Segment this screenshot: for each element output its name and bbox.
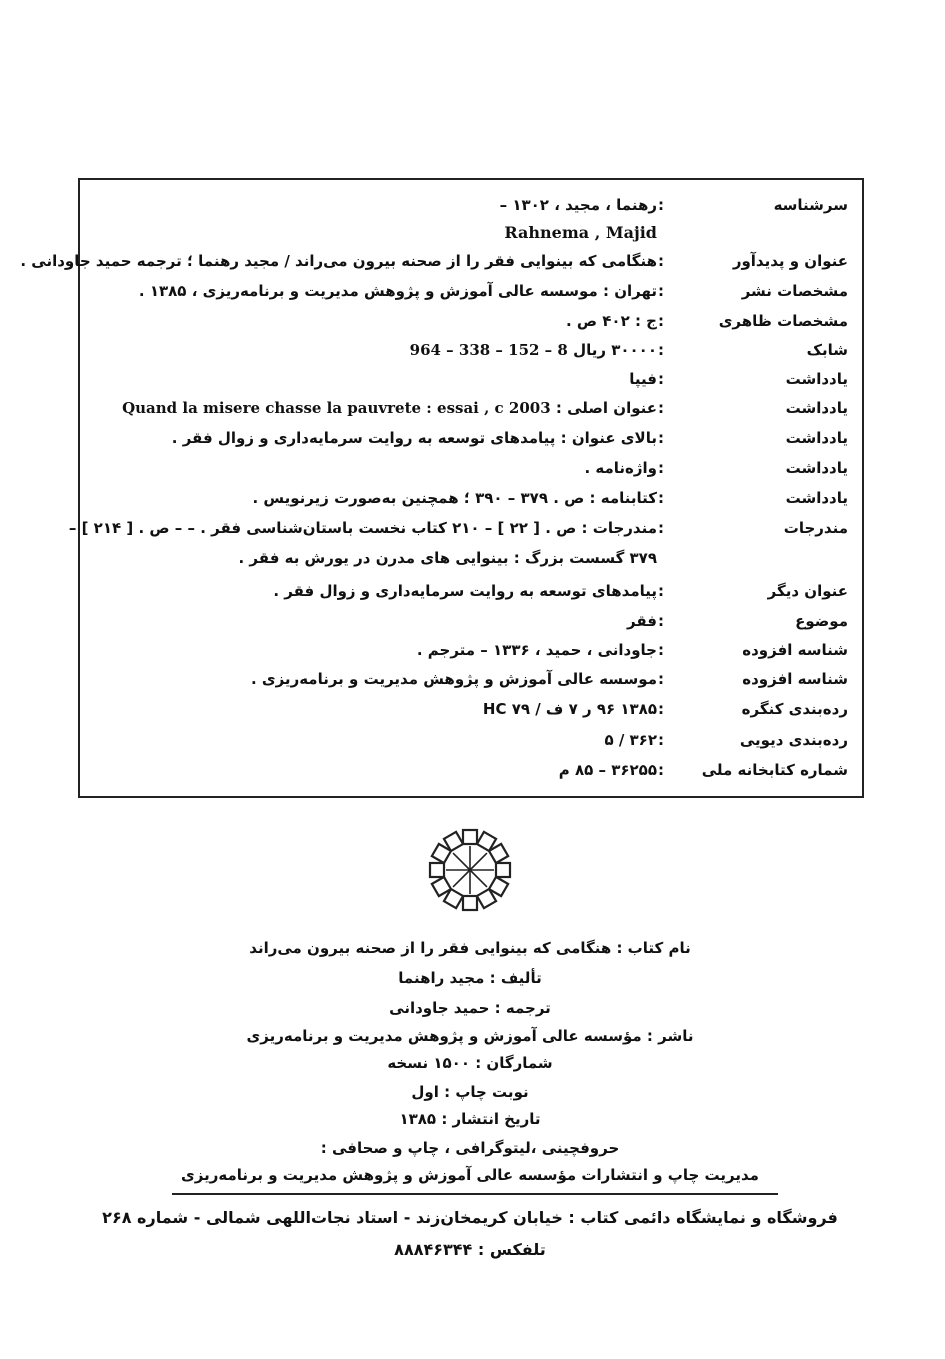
colophon-printer: مدیریت چاپ و انتشارات مؤسسه عالی آموزش و پژوهش مدیریت و برنامه‌ریزی <box>181 1166 759 1184</box>
cip-label: شناسه افزوده <box>742 670 848 688</box>
cip-value-text: فیپا <box>629 370 657 388</box>
cip-row <box>80 335 862 365</box>
cip-row <box>80 664 862 694</box>
cip-colon: : <box>658 341 664 359</box>
cip-value <box>559 755 657 785</box>
cip-value <box>410 335 657 365</box>
cip-colon: : <box>658 370 664 388</box>
colophon-edition: نوبت چاپ : اول <box>411 1083 529 1101</box>
colophon-title: نام کتاب : هنگامی که بینوایی فقر را از صحنه بیرون می‌راند <box>249 939 691 957</box>
cip-colon: : <box>658 399 664 417</box>
cip-value <box>251 664 657 694</box>
cip-value-text: هنگامی که بینوایی فقر را از صحنه بیرون می‌راند / مجید رهنما ؛ ترجمه حمید جاودانی . <box>20 252 657 270</box>
cip-value <box>584 453 657 483</box>
colophon-typesetting: حروفچینی ،لیتوگرافی ، چاپ و صحافی : <box>320 1139 620 1157</box>
cip-label: یادداشت <box>785 370 848 388</box>
cip-label: عنوان و پدیدآور <box>732 252 848 270</box>
cip-row <box>80 606 862 636</box>
cip-row <box>80 276 862 306</box>
cip-value-text: فقر <box>627 612 657 630</box>
cip-value-text: کتابنامه : ص . ۳۷۹ – ۳۹۰ ؛ همچنین به‌صورت زیرنویس . <box>252 489 657 507</box>
cip-row <box>80 543 862 573</box>
cip-label: مشخصات ظاهری <box>718 312 848 330</box>
cip-value-text: ج : ۴۰۲ ص . <box>565 312 657 330</box>
cip-row <box>80 483 862 513</box>
cip-row <box>80 576 862 606</box>
cip-value-latin: 964 – 338 – 152 – 8 <box>409 341 568 359</box>
cip-colon: : <box>658 612 664 630</box>
cip-value-text: Rahnema , Majid <box>504 223 657 242</box>
cip-label: شماره کتابخانه ملی <box>701 761 848 779</box>
cip-colon: : <box>658 196 664 214</box>
cip-value-text: بالای عنوان : پیامدهای توسعه به روایت سرمایه‌داری و زوال فقر . <box>171 429 657 447</box>
cip-value <box>627 606 657 636</box>
cip-label: عنوان دیگر <box>767 582 848 600</box>
cip-label: موضوع <box>795 612 848 630</box>
cip-value-text: مندرجات : ص . [ ۲۲ ] – ۲۱۰ کتاب نخست باستان‌شناسی فقر . – – ص . [ ۲۱۴ ] – <box>68 519 657 537</box>
colophon-translator: ترجمه : حمید جاودانی <box>389 999 551 1017</box>
cip-value <box>172 423 657 453</box>
cip-label: یادداشت <box>785 399 848 417</box>
cip-value-text: ۳۶۲ / ۵ <box>604 731 657 749</box>
cip-value-latin: Quand la misere chasse la pauvrete : essai , c 2003 <box>122 399 551 417</box>
cip-row <box>80 364 862 394</box>
cip-label: شابک <box>806 341 848 359</box>
cip-row <box>80 393 862 423</box>
cip-row <box>80 190 862 220</box>
cip-value <box>504 218 657 248</box>
cip-value-text: موسسه عالی آموزش و پژوهش مدیریت و برنامه‌ریزی . <box>250 670 657 688</box>
store-address: فروشگاه و نمایشگاه دائمی کتاب : خیابان کریمخان‌زند - استاد نجات‌اللهی شمالی - شماره ۲۶۸ <box>102 1208 838 1227</box>
cip-colon: : <box>658 761 664 779</box>
cip-record-box <box>20 178 864 798</box>
cip-value <box>566 306 657 336</box>
cip-value <box>417 635 657 665</box>
cip-value-text: واژه‌نامه . <box>584 459 657 477</box>
cip-value-text: عنوان اصلی : <box>555 399 657 417</box>
cip-label: مشخصات نشر <box>741 282 848 300</box>
cip-value-text: پیامدهای توسعه به روایت سرمایه‌داری و زوال فقر . <box>273 582 657 600</box>
cip-value-text: ۱۳۸۵ ۹۶ ر ۷ ف / ۷۹ HC <box>482 700 657 718</box>
cip-row <box>80 453 862 483</box>
cip-value-text: ۳۰۰۰۰ ریال <box>573 341 657 359</box>
cip-colon: : <box>658 429 664 447</box>
cip-colon: : <box>658 489 664 507</box>
divider <box>172 1193 778 1195</box>
cip-row <box>80 635 862 665</box>
cip-row <box>80 694 862 724</box>
cip-value <box>629 364 657 394</box>
cip-colon: : <box>658 282 664 300</box>
cip-row <box>80 755 862 785</box>
cip-value-text: ۳۷۹ گسست بزرگ : بینوایی های مدرن در یورش به فقر . <box>238 549 657 567</box>
cip-row <box>80 306 862 336</box>
cip-colon: : <box>658 519 664 537</box>
cip-row <box>80 423 862 453</box>
cip-colon: : <box>658 459 664 477</box>
cip-value <box>122 393 657 423</box>
cip-value <box>604 725 657 755</box>
colophon-author: تألیف : مجید راهنما <box>398 969 542 987</box>
cip-value <box>239 543 657 573</box>
colophon-pub-date: تاریخ انتشار : ۱۳۸۵ <box>399 1110 541 1128</box>
cip-colon: : <box>658 700 664 718</box>
cip-value <box>483 694 657 724</box>
cip-value <box>69 513 657 543</box>
cip-value-text: تهران : موسسه عالی آموزش و پژوهش مدیریت و برنامه‌ریزی ، ۱۳۸۵ . <box>138 282 657 300</box>
cip-value-text: جاودانی ، حمید ، ۱۳۳۶ – مترجم . <box>416 641 657 659</box>
publisher-logo-icon <box>428 828 512 912</box>
cip-label: مندرجات <box>783 519 848 537</box>
cip-colon: : <box>658 312 664 330</box>
cip-colon: : <box>658 670 664 688</box>
cip-label: شناسه افزوده <box>742 641 848 659</box>
cip-label: یادداشت <box>785 459 848 477</box>
colophon-publisher: ناشر : مؤسسه عالی آموزش و پژوهش مدیریت و برنامه‌ریزی <box>246 1027 694 1045</box>
cip-value <box>273 576 657 606</box>
cip-colon: : <box>658 582 664 600</box>
cip-value <box>252 483 657 513</box>
cip-value-text: رهنما ، مجید ، ۱۳۰۲ – <box>499 196 657 214</box>
cip-value <box>20 246 657 276</box>
cip-colon: : <box>658 641 664 659</box>
cip-value-text: ۳۶۲۵۵ – ۸۵ م <box>558 761 657 779</box>
cip-label: یادداشت <box>785 429 848 447</box>
cip-value <box>139 276 657 306</box>
cip-label: سرشناسه <box>773 196 848 214</box>
cip-value <box>500 190 657 220</box>
cip-row <box>80 218 862 248</box>
store-phone: تلفکس : ۸۸۸۴۶۳۴۴ <box>394 1240 546 1259</box>
cip-label: رده‌بندی کنگره <box>741 700 848 718</box>
cip-label: رده‌بندی دیویی <box>739 731 848 749</box>
cip-row <box>80 725 862 755</box>
colophon-print-run: شمارگان : ۱۵۰۰ نسخه <box>387 1054 553 1072</box>
cip-row <box>20 246 862 276</box>
cip-label: یادداشت <box>785 489 848 507</box>
cip-colon: : <box>658 252 664 270</box>
cip-colon: : <box>658 731 664 749</box>
cip-row <box>68 513 862 543</box>
